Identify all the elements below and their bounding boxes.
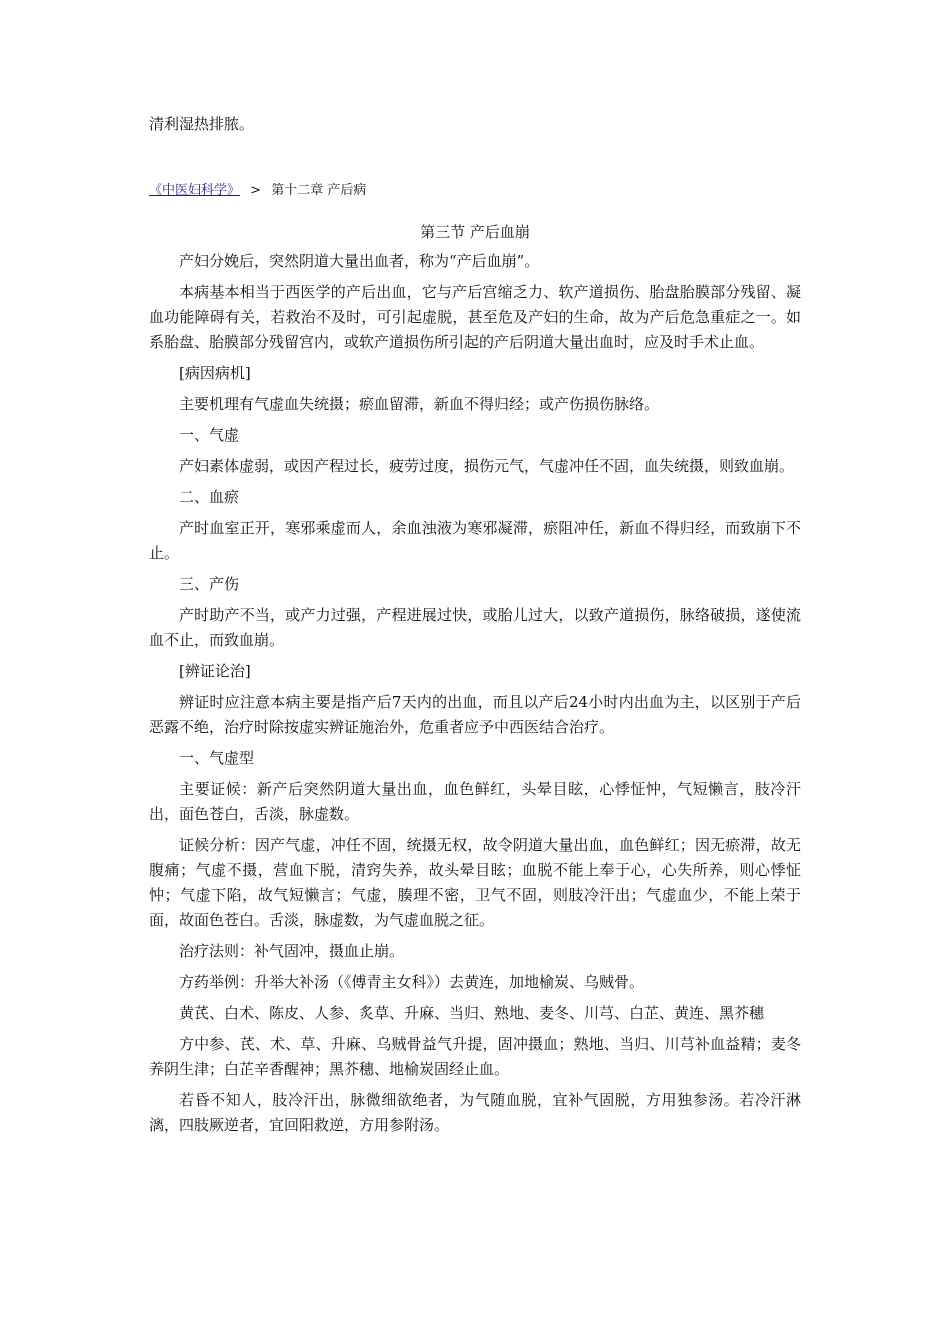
subheading: [辨证论治] <box>179 662 251 680</box>
subheading: 二、血瘀 <box>179 488 240 506</box>
paragraph: 产时血室正开，寒邪乘虚而人，余血浊液为寒邪凝滞，瘀阻冲任，新血不得归经，而致崩下不止。 <box>149 519 801 562</box>
subheading: 三、产伤 <box>179 575 240 593</box>
paragraph: 方药举例：升举大补汤（《傅青主女科》）去黄连，加地榆炭、乌贼骨。 <box>179 973 645 991</box>
paragraph: 黄芪、白术、陈皮、人参、炙草、升麻、当归、熟地、麦冬、川芎、白芷、黄连、黑芥穗 <box>179 1004 765 1022</box>
paragraph: 本病基本相当于西医学的产后出血，它与产后宫缩乏力、软产道损伤、胎盘胎膜部分残留、凝血功能障碍有关，若救治不及时，可引起虚脱，甚至危及产妇的生命，故为产后危急重症之一。如系胎盘、胎膜部分残留宫内，或软产道损伤所引起的产后阴道大量出血时，应及时手术止血。 <box>149 283 801 351</box>
paragraph: 若昏不知人，肢冷汗出，脉微细欲绝者，为气随血脱，宜补气固脱，方用独参汤。若冷汗淋漓，四肢厥逆者，宜回阳救逆，方用参附汤。 <box>149 1091 801 1134</box>
paragraph: 治疗法则：补气固冲，摄血止崩。 <box>179 942 405 960</box>
subheading: 一、气虚 <box>179 426 240 444</box>
breadcrumb-separator: > <box>250 183 262 198</box>
paragraph: 主要证候：新产后突然阴道大量出血，血色鲜红，头晕目眩，心悸怔忡，气短懒言，肢冷汗出，面色苍白，舌淡，脉虚数。 <box>149 780 801 823</box>
paragraph: 方中参、芪、术、草、升麻、乌贼骨益气升提，固冲摄血；熟地、当归、川芎补血益精；麦冬养阴生津；白芷辛香醒神；黑芥穗、地榆炭固经止血。 <box>149 1035 801 1078</box>
paragraph: 产妇分娩后，突然阴道大量出血者，称为“产后血崩”。 <box>179 252 540 270</box>
chapter-label: 第十二章 产后病 <box>271 183 367 198</box>
section-title: 第三节 产后血崩 <box>420 223 530 241</box>
breadcrumb <box>149 182 366 200</box>
paragraph: 产时助产不当，或产力过强，产程进展过快，或胎儿过大，以致产道损伤，脉络破损，遂使流血不止，而致血崩。 <box>149 606 801 649</box>
article-content <box>149 220 801 1144</box>
paragraph: 产妇素体虚弱，或因产程过长，疲劳过度，损伤元气，气虚冲任不固，血失统摄，则致血崩。 <box>179 457 795 475</box>
paragraph: 证候分析：因产气虚，冲任不固，统摄无权，故令阴道大量出血，血色鲜红；因无瘀滞，故无腹痛；气虚不摄，营血下脱，清窍失养，故头晕目眩；血脱不能上奉于心，心失所养，则心悸怔忡；气虚下陷，故气短懒言；气虚，腠理不密，卫气不固，则肢冷汗出；气虚血少，不能上荣于面，故面色苍白。舌淡，脉虚数，为气虚血脱之征。 <box>149 836 801 929</box>
paragraph: 辨证时应注意本病主要是指产后7天内的出血，而且以产后24小时内出血为主，以区别于产后恶露不绝，治疗时除按虚实辨证施治外，危重者应予中西医结合治疗。 <box>149 693 801 736</box>
paragraph: 主要机理有气虚血失统摄；瘀血留滞，新血不得归经；或产伤损伤脉络。 <box>179 395 660 413</box>
previous-section-tail: 清利湿热排脓。 <box>149 115 255 133</box>
subheading: [病因病机] <box>179 364 251 382</box>
book-link[interactable]: 《中医妇科学》 <box>149 183 241 198</box>
subheading: 一、气虚型 <box>179 749 255 767</box>
